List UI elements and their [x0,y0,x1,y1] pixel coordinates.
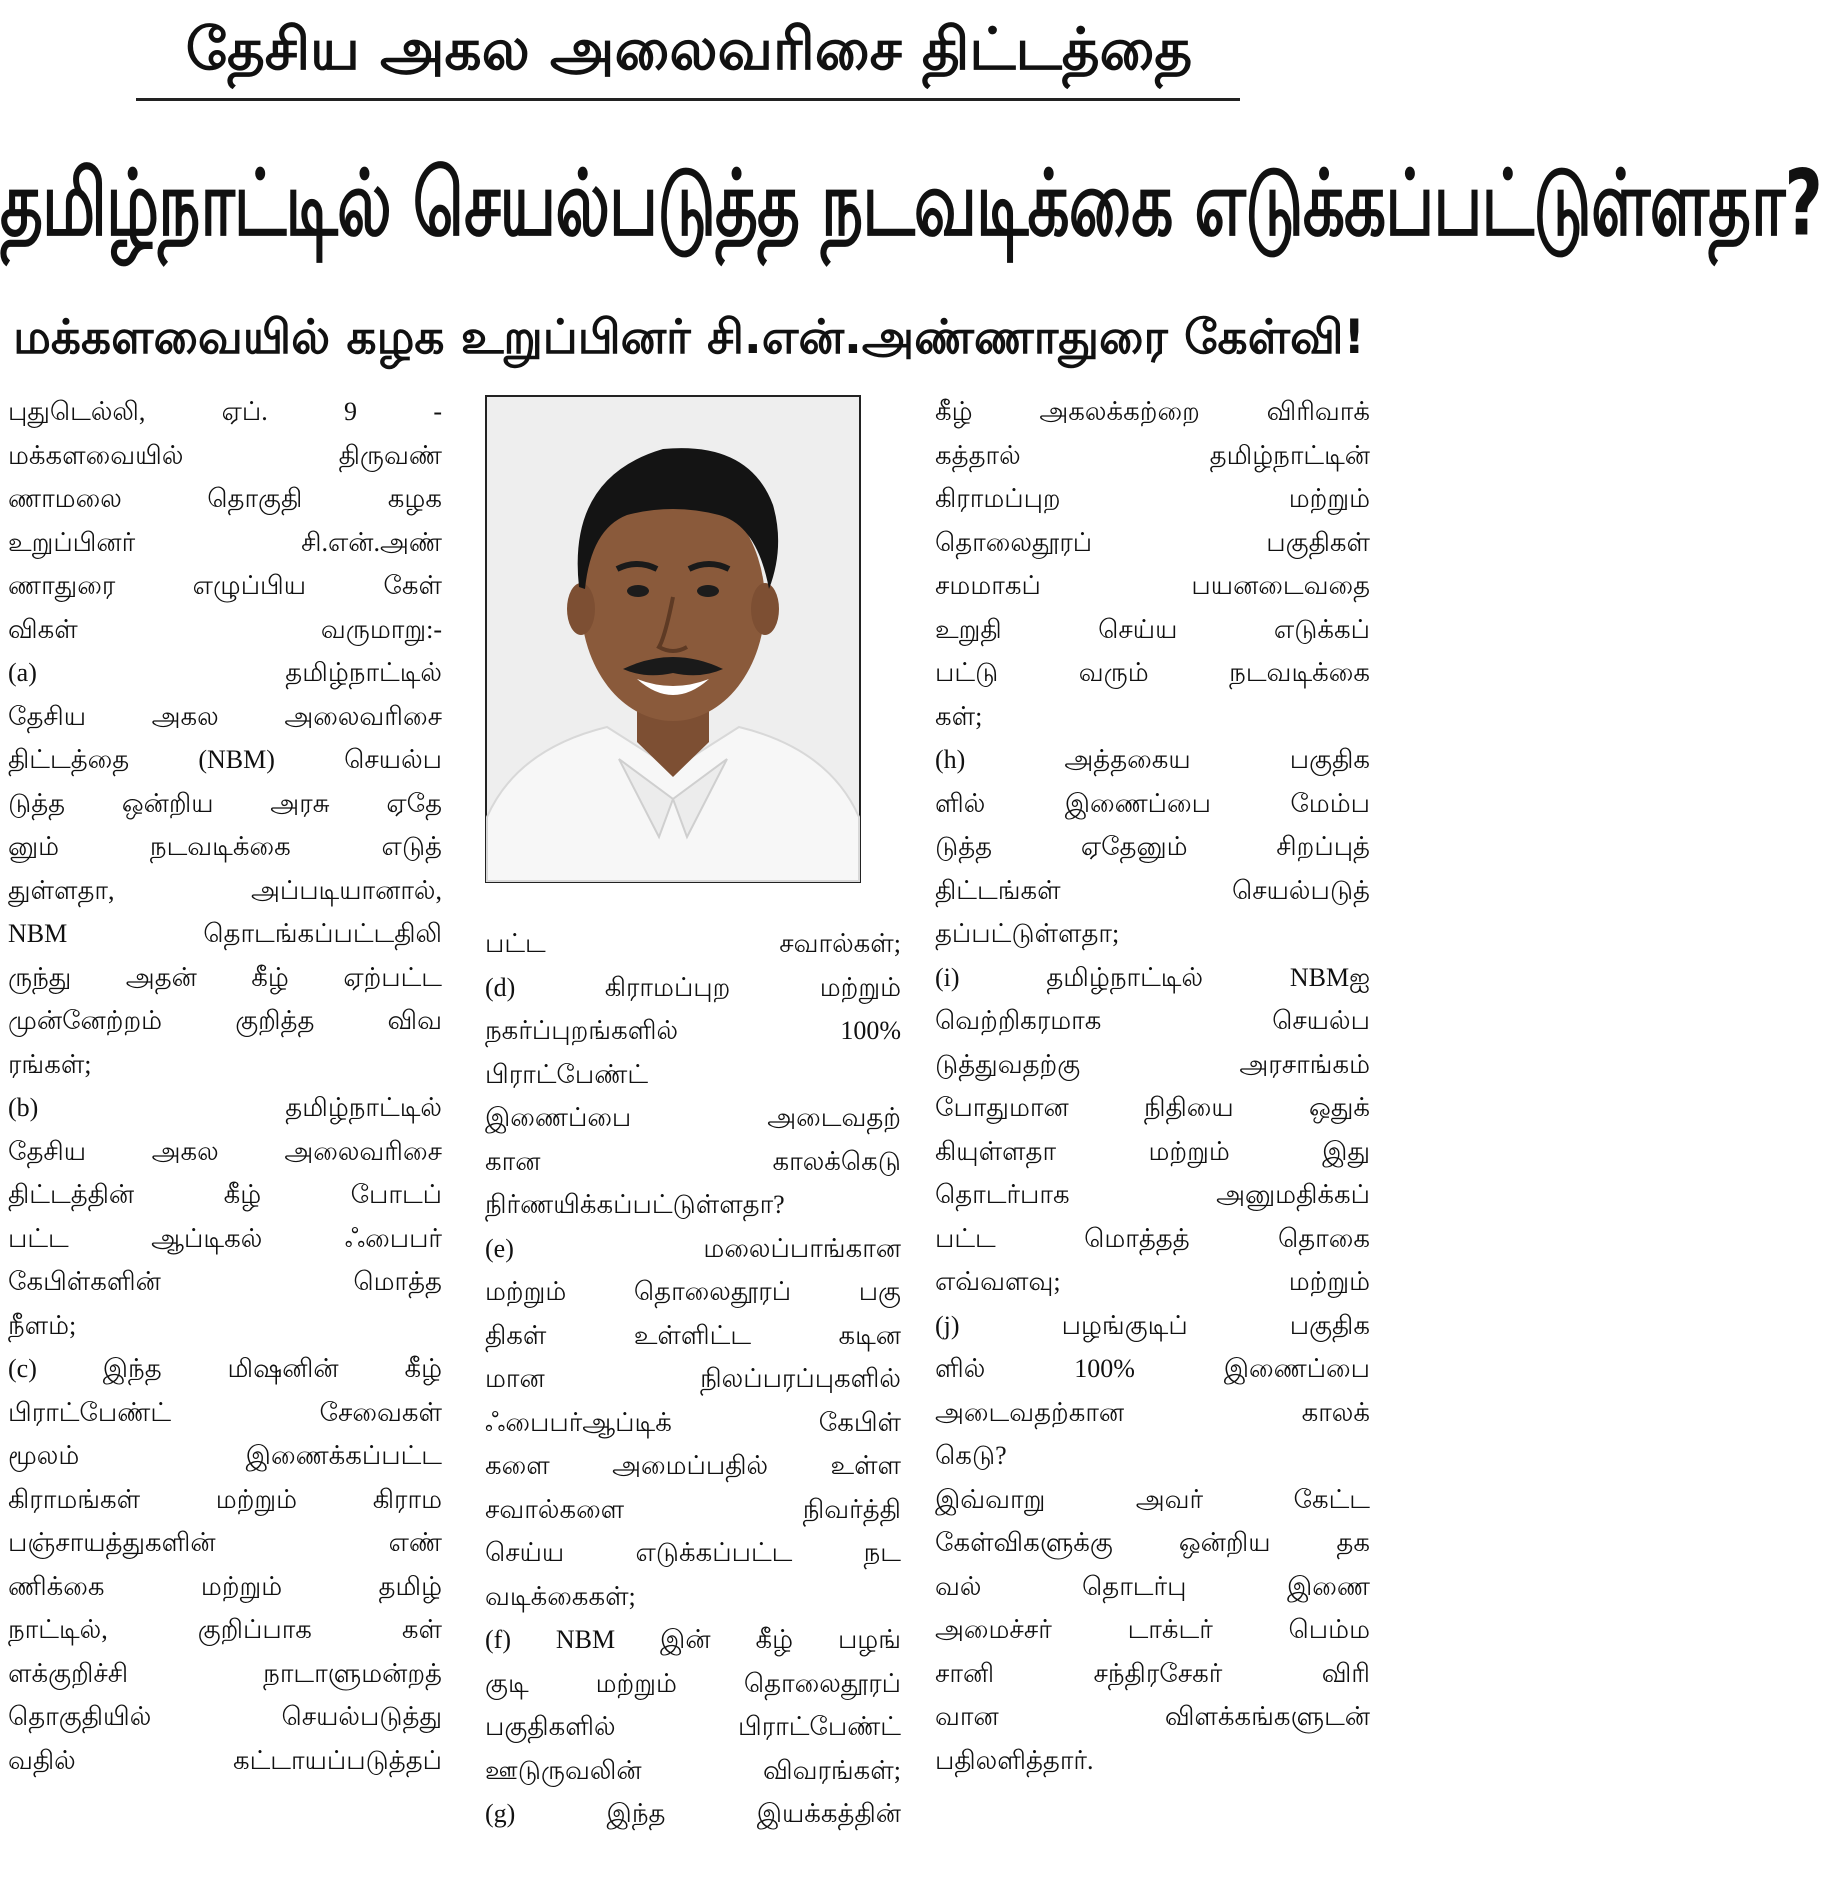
text-line: தேசிய அகல அலைவரிசை [8,701,442,731]
text-line: சானி சந்திரசேகர் விரி [935,1658,1370,1688]
text-line: தொடர்பாக அனுமதிக்கப் [935,1180,1370,1209]
sub-headline: மக்களவையில் கழக உறுப்பினர் சி.என்.அண்ணாதுரை கேள்வி! [13,310,1365,365]
text-line: பட்ட ஆப்டிகல் ஃபைபர் [8,1223,442,1253]
text-line: கேள்விகளுக்கு ஒன்றிய தக [935,1528,1370,1557]
text-line: செய்ய எடுக்கப்பட்ட நட [485,1538,901,1567]
text-line: (d) கிராமப்புற மற்றும் [485,972,901,1002]
text-line: களை அமைப்பதில் உள்ள [485,1451,901,1480]
text-line: (i) தமிழ்நாட்டில் NBMஐ [935,962,1370,992]
text-line: திட்டங்கள் செயல்படுத் [935,875,1370,905]
left-eye [627,585,649,597]
text-line: னும் நடவடிக்கை எடுத் [8,832,442,861]
text-line: நாட்டில், குறிப்பாக கள் [8,1615,442,1644]
right-ear [751,583,779,635]
left-ear [567,583,595,635]
text-line: திகள் உள்ளிட்ட கடின [485,1320,901,1350]
text-line: பட்ட சவால்கள்; [485,929,901,958]
text-line: தொகுதியில் செயல்படுத்து [8,1702,442,1731]
text-line: NBM தொடங்கப்பட்டதிலி [8,919,442,948]
right-eye [697,585,719,597]
text-line: துள்ளதா, அப்படியானால், [8,875,442,905]
text-line: நிர்ணயிக்கப்பட்டுள்ளதா? [485,1190,785,1219]
text-line: மக்களவையில் திருவண் [8,440,442,470]
text-line: (b) தமிழ்நாட்டில் [8,1093,442,1122]
text-line: ஊடுருவலின் விவரங்கள்; [485,1755,901,1785]
text-line: வதில் கட்டாயப்படுத்தப் [8,1745,442,1775]
text-line: கள்; [935,701,983,731]
column-2 [485,922,901,1836]
text-line: சவால்களை நிவர்த்தி [485,1494,901,1524]
text-line: கேபிள்களின் மொத்த [8,1267,442,1296]
text-line: (f) NBM இன் கீழ் பழங் [485,1625,901,1654]
text-line: நகர்ப்புறங்களில் 100% [485,1016,901,1045]
text-line: அடைவதற்கான காலக் [935,1397,1370,1427]
text-line: வெற்றிகரமாக செயல்ப [935,1006,1370,1035]
text-line: எவ்வளவு; மற்றும் [935,1267,1370,1296]
text-line: தேசிய அகல அலைவரிசை [8,1136,442,1166]
text-line: புதுடெல்லி, ஏப். 9 - [8,397,442,426]
text-line: ருந்து அதன் கீழ் ஏற்பட்ட [8,962,442,992]
text-line: மற்றும் தொலைதூரப் பகு [485,1277,901,1306]
text-line: ணாமலை தொகுதி கழக [8,484,442,513]
text-line: குடி மற்றும் தொலைதூரப் [485,1668,901,1698]
text-line: கிராமங்கள் மற்றும் கிராம [8,1484,442,1514]
text-line: நீளம்; [8,1310,77,1340]
column-3 [935,390,1370,1782]
text-line: மான நிலப்பரப்புகளில் [485,1364,901,1393]
text-line: ளில் இணைப்பை மேம்ப [935,788,1370,818]
text-line: உறுப்பினர் சி.என்.அண் [8,527,442,557]
text-line: திட்டத்தை (NBM) செயல்ப [8,745,442,774]
headline-kicker: தேசிய அகல அலைவரிசை திட்டத்தை [185,15,1193,83]
text-line: வல் தொடர்பு இணை [935,1571,1370,1601]
text-line: பிராட்பேண்ட் சேவைகள் [8,1397,442,1427]
text-line: போதுமான நிதியை ஒதுக் [935,1093,1370,1122]
text-line: கிராமப்புற மற்றும் [935,484,1370,513]
text-line: ளில் 100% இணைப்பை [935,1354,1370,1383]
text-line: பட்டு வரும் நடவடிக்கை [935,658,1370,687]
text-line: மூலம் இணைக்கப்பட்ட [8,1441,442,1470]
text-line: சமமாகப் பயனடைவதை [935,571,1370,600]
text-line: தப்பட்டுள்ளதா; [935,919,1120,948]
text-line: டுத்த ஒன்றிய அரசு ஏதே [8,788,442,818]
text-line: டுத்துவதற்கு அரசாங்கம் [935,1049,1370,1079]
text-line: திட்டத்தின் கீழ் போடப் [8,1180,442,1209]
text-line: (g) இந்த இயக்கத்தின் [485,1799,901,1828]
text-line: ஃபைபர்ஆப்டிக் கேபிள் [485,1407,901,1437]
text-line: கான காலக்கெடு [485,1146,901,1176]
portrait-illustration [487,397,859,881]
text-line: (h) அத்தகைய பகுதிக [935,745,1370,774]
main-headline: தமிழ்நாட்டில் செயல்படுத்த நடவடிக்கை எடுக்கப்பட்டுள்ளதா? [0,150,1822,257]
text-line: ணிக்கை மற்றும் தமிழ் [8,1571,442,1601]
text-line: (a) தமிழ்நாட்டில் [8,658,442,687]
text-line: வடிக்கைகள்; [485,1581,636,1611]
text-line: ரங்கள்; [8,1049,92,1079]
column-1 [8,390,442,1782]
text-line: வான விளக்கங்களுடன் [935,1702,1370,1731]
text-line: (c) இந்த மிஷனின் கீழ் [8,1354,442,1383]
text-line: இவ்வாறு அவர் கேட்ட [935,1484,1370,1514]
text-line: விகள் வருமாறு:- [8,614,442,644]
text-line: பிராட்பேண்ட் [485,1059,649,1089]
text-line: பகுதிகளில் பிராட்பேண்ட் [485,1712,901,1741]
text-line: பஞ்சாயத்துகளின் எண் [8,1528,442,1557]
text-line: ளக்குறிச்சி நாடாளுமன்றத் [8,1658,442,1688]
text-line: கியுள்ளதா மற்றும் இது [935,1136,1370,1166]
text-line: முன்னேற்றம் குறித்த விவ [8,1006,442,1035]
kicker-underline [136,98,1240,101]
text-line: தொலைதூரப் பகுதிகள் [935,527,1370,557]
text-line: கத்தால் தமிழ்நாட்டின் [935,440,1370,470]
portrait-photo [485,395,861,883]
text-line: (e) மலைப்பாங்கான [485,1233,901,1263]
text-line: கெடு? [935,1441,1007,1470]
text-line: பட்ட மொத்தத் தொகை [935,1223,1370,1253]
text-line: இணைப்பை அடைவதற் [485,1103,901,1132]
text-line: கீழ் அகலக்கற்றை விரிவாக் [935,397,1370,426]
text-line: ணாதுரை எழுப்பிய கேள் [8,571,442,600]
text-line: பதிலளித்தார். [935,1745,1094,1775]
text-line: உறுதி செய்ய எடுக்கப் [935,614,1370,644]
text-line: அமைச்சர் டாக்டர் பெம்ம [935,1615,1370,1644]
text-line: டுத்த ஏதேனும் சிறப்புத் [935,832,1370,861]
text-line: (j) பழங்குடிப் பகுதிக [935,1310,1370,1340]
